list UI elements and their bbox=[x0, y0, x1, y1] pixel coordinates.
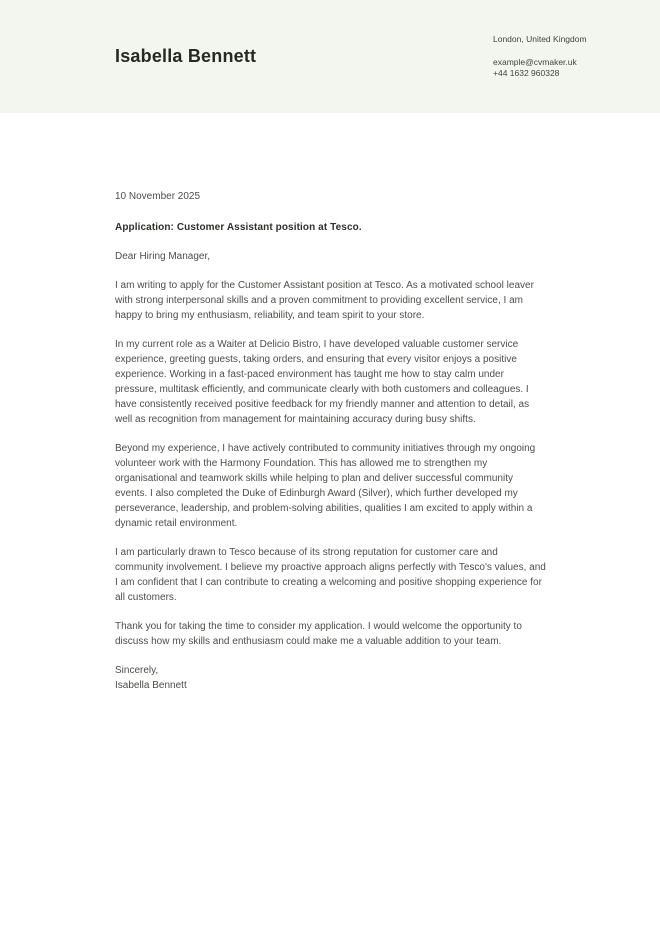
letter-closing: Sincerely, bbox=[115, 665, 159, 676]
contact-block bbox=[493, 34, 595, 79]
applicant-name: Isabella Bennett bbox=[115, 46, 257, 66]
letter-paragraph: Beyond my experience, I have actively contributed to community initiatives through my ongoing volunteer work with the Harmony Foundation. This has allowed me to strengthen my organisational and teamwork skills while helping to plan and deliver successful community events. I also completed the Duke of Edinburgh Award (Silver), which further developed my perseverance, leadership, and problem-solving abilities, qualities I am excited to apply within a dynamic retail environment. bbox=[115, 443, 536, 529]
contact-location: London, United Kingdom bbox=[493, 34, 587, 44]
letter-paragraph: I am writing to apply for the Customer Assistant position at Tesco. As a motivated school leaver with strong interpersonal skills and a proven commitment to providing excellent service, I am happy to bring my enthusiasm, reliability, and team spirit to your store. bbox=[115, 280, 534, 321]
letter-header bbox=[0, 0, 660, 113]
letter-date: 10 November 2025 bbox=[115, 191, 201, 202]
letter-signature: Isabella Bennett bbox=[115, 680, 187, 691]
letter-paragraph: I am particularly drawn to Tesco because of its strong reputation for customer care and community involvement. I believe my proactive approach aligns perfectly with Tesco's values, and I am confident that I can contribute to creating a welcoming and positive shopping experience for all customers. bbox=[115, 547, 546, 603]
letter-subject: Application: Customer Assistant position at Tesco. bbox=[115, 222, 362, 233]
letter-salutation: Dear Hiring Manager, bbox=[115, 251, 211, 262]
letter-paragraph: In my current role as a Waiter at Delicio Bistro, I have developed valuable customer service experience, greeting guests, taking orders, and ensuring that every visitor enjoys a positive experience. Working in a fast-paced environment has taught me how to stay calm under pressure, multitask efficiently, and communicate clearly with both customers and colleagues. I have consistently received positive feedback for my friendly manner and attention to detail, as well as recognition from management for maintaining accuracy during busy shifts. bbox=[115, 339, 530, 425]
letter-body bbox=[0, 113, 660, 693]
letter-paragraph: Thank you for taking the time to consider my application. I would welcome the opportunity to discuss how my skills and enthusiasm could make me a valuable addition to your team. bbox=[115, 621, 522, 647]
letter-content bbox=[115, 189, 547, 693]
letter-closing-block bbox=[115, 663, 547, 693]
contact-email: example@cvmaker.uk bbox=[493, 57, 577, 67]
contact-phone: +44 1632 960328 bbox=[493, 68, 560, 78]
